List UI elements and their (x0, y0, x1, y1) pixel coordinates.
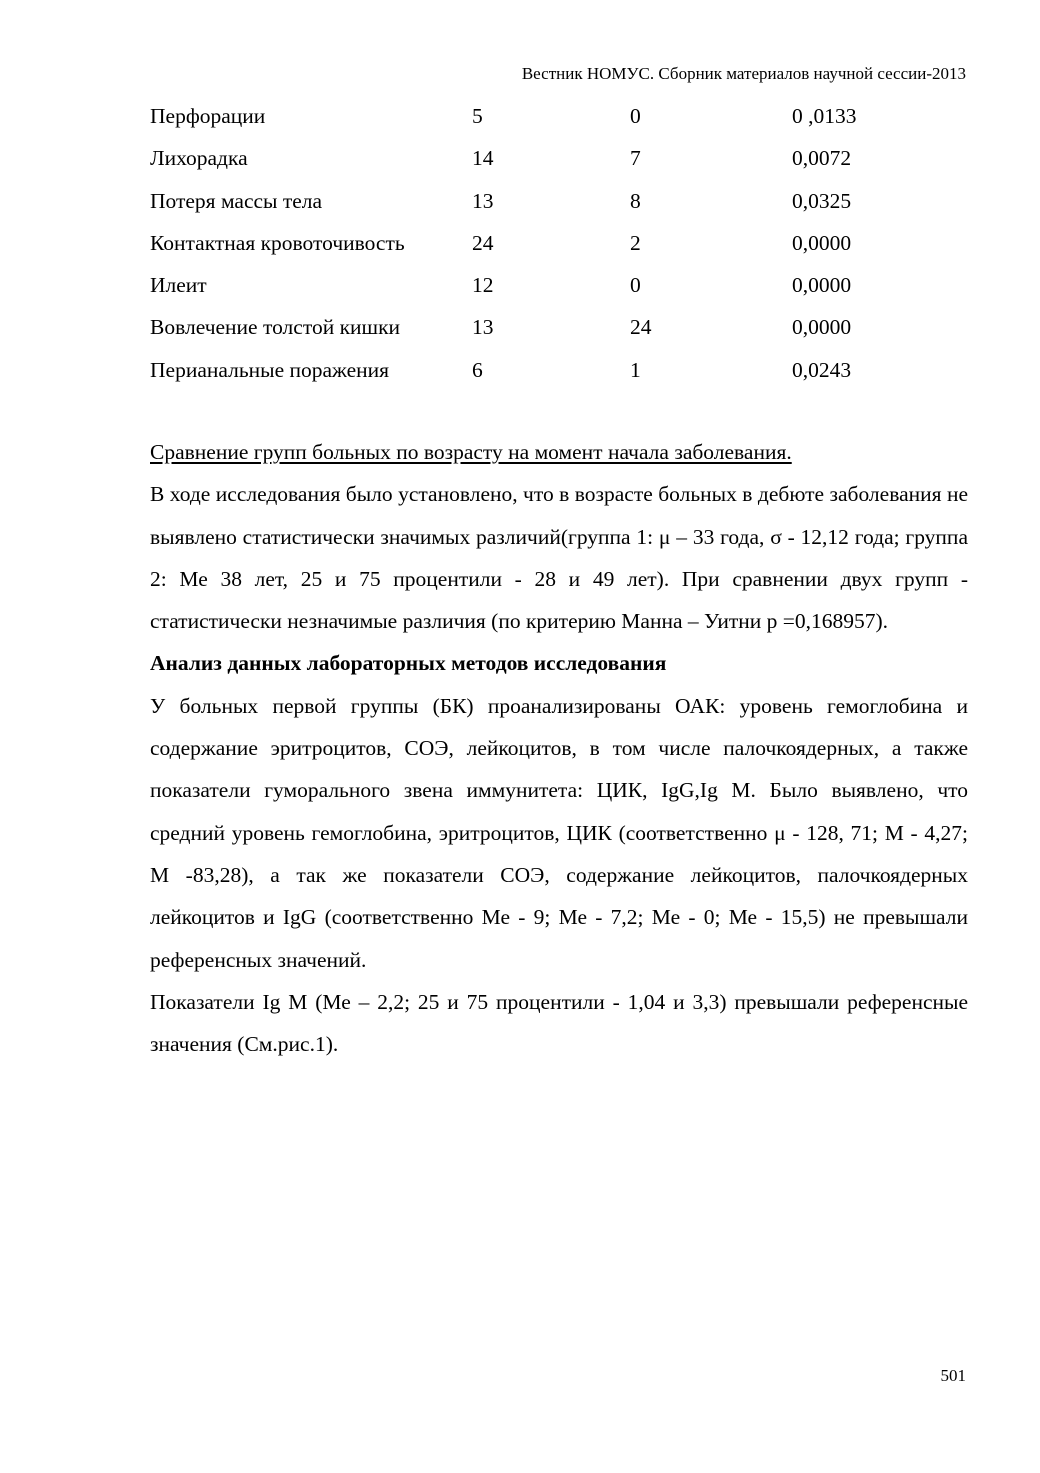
table-cell: 0,0000 (792, 315, 852, 340)
table-cell: 24 (630, 315, 652, 340)
table-cell: 0,0325 (792, 188, 852, 213)
page-number: 501 (940, 1366, 966, 1385)
table-cell: 14 (472, 146, 494, 171)
table-row (150, 95, 970, 137)
table-cell: 8 (630, 188, 641, 213)
paragraph-lab-analysis: У больных первой группы (БК) проанализированы ОАК: уровень гемоглобина и содержание эритроцитов, СОЭ, лейкоцитов, в том числе палочкоядерных, а также показатели гуморального звена иммунитета: ЦИК, IgG,Ig M. Было выявлено, что средний уровень гемоглобина, эритроцитов, ЦИК (соответственно μ - 128, 71; M - 4,27; M -83,28), а так же показатели СОЭ, содержание лейкоцитов, палочкоядерных лейкоцитов и IgG (соответственно Ме - 9; Ме - 7,2; Ме - 0; Ме - 15,5) не превышали референсных значений. (150, 693, 968, 972)
table-cell: 5 (472, 104, 483, 128)
table-cell: 0,0072 (792, 146, 852, 171)
table-cell: 2 (630, 230, 641, 255)
table-cell: Перфорации (150, 104, 266, 128)
table-row (150, 222, 970, 264)
section-heading-age: Сравнение групп больных по возрасту на момент начала заболевания. (150, 440, 792, 464)
table-cell: Вовлечение толстой кишки (150, 315, 401, 340)
table-row (150, 264, 970, 306)
table-row (150, 306, 970, 348)
journal-header: Вестник НОМУС. Сборник материалов научной сессии-2013 (521, 64, 966, 83)
table-cell: 0,0243 (792, 357, 852, 382)
table-row (150, 180, 970, 222)
paragraph-age-comparison: В ходе исследования было установлено, что в возрасте больных в дебюте заболевания не выявлено статистически значимых различий(группа 1: μ – 33 года, σ - 12,12 года; группа 2: Ме 38 лет, 25 и 75 процентили - 28 и 49 лет). При сравнении двух групп - статистически незначимые различия (по критерию Манна – Уитни р =0,168957). (150, 482, 968, 634)
table-cell: 0,0000 (792, 230, 852, 255)
table-cell: 0 ,0133 (792, 104, 857, 128)
section-heading-lab: Анализ данных лабораторных методов исследования (150, 651, 667, 676)
table-cell: Илеит (150, 273, 207, 298)
table-cell: 1 (630, 357, 641, 382)
table-cell: 7 (630, 146, 641, 171)
table-row (150, 349, 970, 391)
table-cell: Контактная кровоточивость (150, 230, 405, 255)
table-row (150, 137, 970, 179)
table-cell: 0 (630, 104, 641, 128)
table-cell: 24 (472, 230, 494, 255)
table-cell: 6 (472, 357, 483, 382)
table-cell: 12 (472, 273, 494, 298)
results-table (150, 95, 970, 391)
table-cell: Потеря массы тела (150, 188, 323, 213)
table-cell: 13 (472, 188, 494, 213)
table-cell: 0 (630, 273, 641, 298)
paragraph-igm: Показатели Ig M (Ме – 2,2; 25 и 75 процентили - 1,04 и 3,3) превышали референсные значения (См.рис.1). (150, 989, 968, 1057)
table-cell: 13 (472, 315, 494, 340)
table-cell: Лихорадка (150, 146, 248, 171)
table-cell: Перианальные поражения (150, 357, 390, 382)
table-cell: 0,0000 (792, 273, 852, 298)
article-body (150, 431, 968, 1065)
